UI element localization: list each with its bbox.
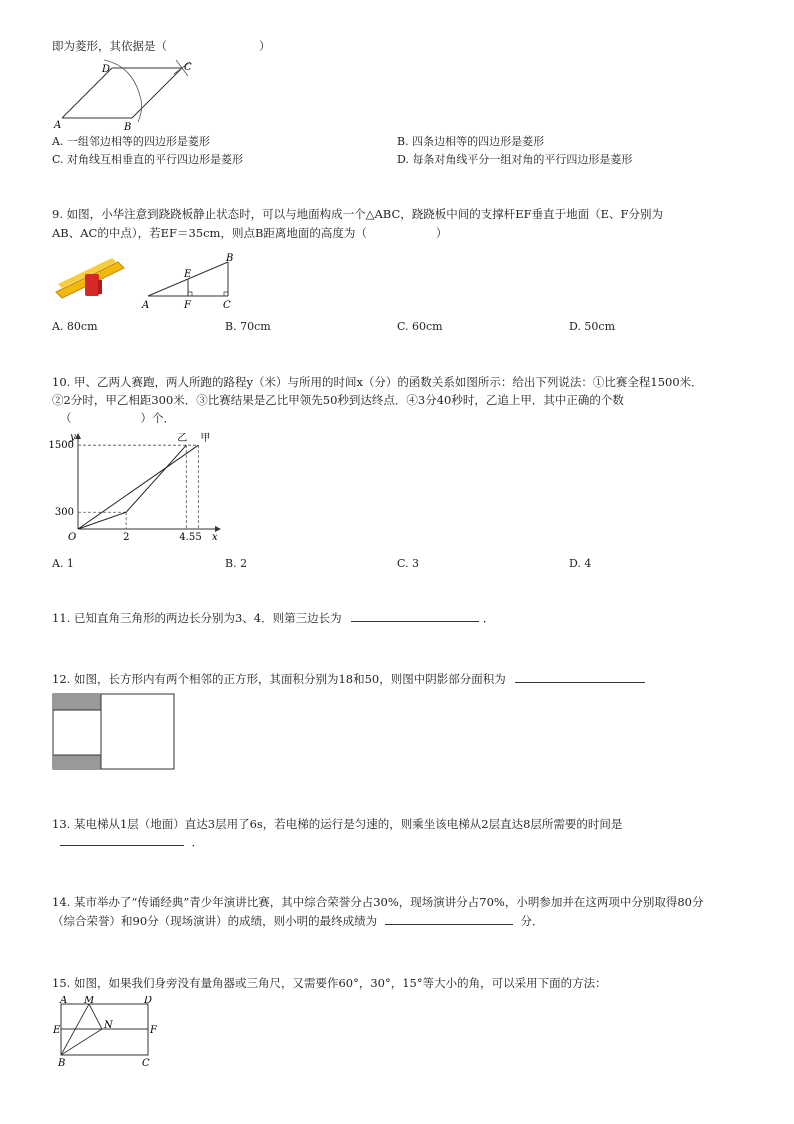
q15-label-c: C <box>142 1058 150 1068</box>
q10-option-d[interactable]: D. 4 <box>569 557 592 570</box>
q9-label-e: E <box>184 269 192 280</box>
q9-option-b[interactable]: B. 70cm <box>225 320 271 333</box>
q9-option-c[interactable]: C. 60cm <box>397 320 443 333</box>
q8-option-c[interactable]: C. 对角线互相垂直的平行四边形是菱形 <box>52 153 244 166</box>
q14-text: （综合荣誉）和90分（现场演讲）的成绩，则小明的最终成绩为 <box>52 914 378 928</box>
q8-label-a: A <box>54 120 62 131</box>
q13-answer-blank[interactable] <box>60 833 184 846</box>
q8-stem: 即为菱形，其依据是（ ） <box>52 39 271 53</box>
seesaw-illustration <box>52 252 130 304</box>
q9-triangle-figure <box>140 252 245 312</box>
x-axis-label: x <box>212 532 218 543</box>
q13-end: ． <box>191 835 204 849</box>
q14-line2 <box>52 911 543 931</box>
y-axis-label: y <box>70 432 76 443</box>
y-tick-label-1: 1500 <box>48 440 74 452</box>
q15-label-f: F <box>150 1025 157 1036</box>
x-tick-label-0: 2 <box>123 532 130 543</box>
q10-line1: 10. 甲、乙两人赛跑，两人所跑的路程y（米）与所用的时间x（分）的函数关系如图所示：给出下列说法：①比赛全程1500米． <box>52 375 703 389</box>
q11-end: ． <box>482 611 495 625</box>
q12-question <box>52 669 645 689</box>
q14-line1: 14. 某市举办了“传诵经典”青少年演讲比赛，其中综合荣誉分占30%，现场演讲分占70%，小明参加并在这两项中分别取得80分 <box>52 895 704 909</box>
q15-label-m: M <box>84 996 95 1006</box>
q13-answer-line <box>60 832 203 852</box>
q14-answer-blank[interactable] <box>385 912 513 925</box>
q8-label-c: C <box>184 62 192 73</box>
q9-line2: AB、AC的中点），若EF＝35cm，则点B距离地面的高度为（ ） <box>52 226 448 240</box>
q15-label-a: A <box>60 996 68 1006</box>
q9-line1: 9. 如图，小华注意到跷跷板静止状态时，可以与地面构成一个△ABC，跷跷板中间的支撑杆EF垂直于地面（E、F分别为 <box>52 207 663 221</box>
q13-text: 13. 某电梯从1层（地面）直达3层用了6s，若电梯的运行是匀速的，则乘坐该电梯从2层直达8层所需要的时间是 <box>52 817 623 831</box>
q8-option-d[interactable]: D. 每条对角线平分一组对角的平行四边形是菱形 <box>397 153 633 166</box>
y-tick-label-0: 300 <box>54 507 74 519</box>
q8-label-d: D <box>102 64 111 75</box>
q8-option-a[interactable]: A. 一组邻边相等的四边形是菱形 <box>52 135 210 148</box>
q9-label-c: C <box>223 300 231 311</box>
q9-option-a[interactable]: A. 80cm <box>52 320 98 333</box>
q10-option-c[interactable]: C. 3 <box>397 557 420 570</box>
series-label-0: 甲 <box>200 433 211 445</box>
q11-text: 11. 已知直角三角形的两边长分别为3、4．则第三边长为 <box>52 611 342 625</box>
q15-paper-folding-figure <box>52 996 164 1068</box>
origin-label: O <box>68 532 77 543</box>
q9-option-d[interactable]: D. 50cm <box>569 320 616 333</box>
q10-option-a[interactable]: A. 1 <box>52 557 74 570</box>
q10-line3: （ ）个． <box>60 411 175 425</box>
q9-label-a: A <box>142 300 150 311</box>
q15-label-b: B <box>58 1058 66 1068</box>
q15-label-d: D <box>144 996 153 1006</box>
q14-end: 分． <box>520 914 544 928</box>
q12-answer-blank[interactable] <box>515 670 645 683</box>
q11-answer-blank[interactable] <box>351 609 479 622</box>
q9-label-b: B <box>226 253 234 264</box>
q15-label-e: E <box>53 1025 61 1036</box>
q15-label-n: N <box>104 1020 113 1031</box>
q12-squares-figure <box>52 693 176 771</box>
q8-label-b: B <box>124 122 132 132</box>
series-label-1: 乙 <box>177 433 188 445</box>
q10-line2: ②2分时，甲乙相距300米．③比赛结果是乙比甲领先50秒到达终点．④3分40秒时，乙追上甲．其中正确的个数 <box>52 393 624 407</box>
series-line-0 <box>78 445 198 529</box>
q9-label-f: F <box>184 300 191 311</box>
x-tick-label-1: 4.5 <box>179 532 196 543</box>
q8-rhombus-figure <box>52 56 212 132</box>
x-tick-label-2: 5 <box>195 532 202 543</box>
q11-question <box>52 608 494 628</box>
series-line-1 <box>78 445 186 529</box>
q10-option-b[interactable]: B. 2 <box>225 557 248 570</box>
q8-option-b[interactable]: B. 四条边相等的四边形是菱形 <box>397 135 545 148</box>
q10-distance-time-chart <box>48 428 228 546</box>
q12-text: 12. 如图，长方形内有两个相邻的正方形，其面积分别为18和50，则图中阴影部分面积为 <box>52 672 506 686</box>
q15-text: 15. 如图，如果我们身旁没有量角器或三角尺，又需要作60°，30°，15°等大小的角，可以采用下面的方法： <box>52 976 607 990</box>
